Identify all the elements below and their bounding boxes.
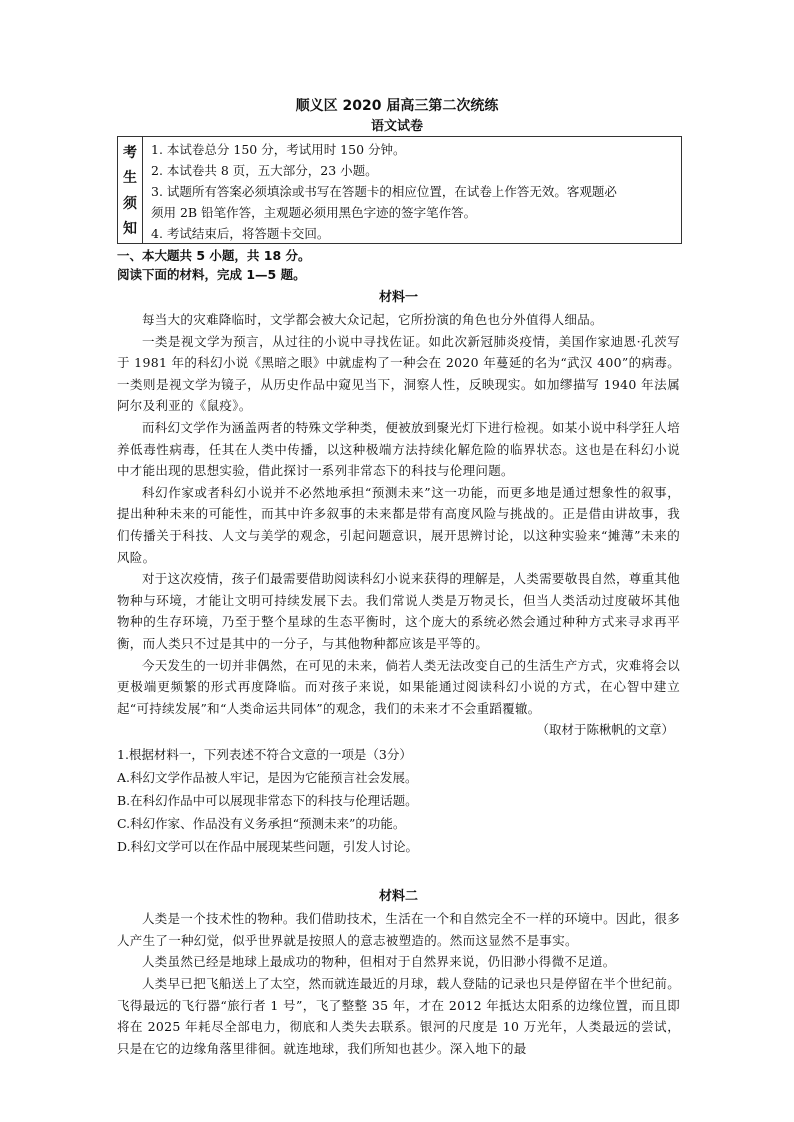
notice-label-char: 生 [123,170,137,187]
section-instruction: 阅读下面的材料，完成 1—5 题。 [117,267,306,282]
exam-subtitle: 语文试卷 [370,119,423,134]
material1-paragraph: 一类是视文学为预言，从过往的小说中寻找佐证。如此次新冠肺炎疫情，美国作家迪恩·孔茨写于 1981 年的科幻小说《黑暗之眼》中就虚构了一种会在 2020 年蔓延的名为“武汉 400”的病毒。一类则是视文学为镜子，从历史作品中窥见当下，洞察人性，反映现实。如加缪描写 1940 年法属阿尔及利亚的《鼠疫》。 [117,333,680,414]
section-heading: 一、本大题共 5 小题，共 18 分。 [117,248,311,263]
material1-paragraph: 今天发生的一切并非偶然，在可见的未来，倘若人类无法改变自己的生活生产方式，灾难将会以更极端更频繁的形式再度降临。而对孩子来说，如果能通过阅读科幻小说的方式，在心智中建立起“可持续发展”和“人类命运共同体”的观念，我们的未来才不会重蹈覆辙。 [117,657,680,716]
material2-paragraph: 人类虽然已经是地球上最成功的物种，但相对于自然界来说，仍旧渺小得微不足道。 [142,954,616,970]
question-option-b: B.在科幻作品中可以展现非常态下的科技与伦理话题。 [117,793,418,809]
notice-item: 2. 本试卷共 8 页，五大部分，23 小题。 [151,163,378,178]
spacer [117,858,680,884]
material2-paragraph: 人类是一个技术性的物种。我们借助技术，生活在一个和自然完全不一样的环境中。因此，很多人产生了一种幻觉，似乎世界就是按照人的意志被塑造的。然而这显然不是事实。 [117,911,680,948]
question-stem: 1.根据材料一，下列表述不符合文意的一项是（3分） [117,747,412,763]
material2-title: 材料二 [378,889,418,905]
notice-item: 3. 试题所有答案必须填涂或书写在答题卡的相应位置，在试卷上作答无效。客观题必 [151,184,617,199]
notice-item: 4. 考试结束后，将答题卡交回。 [151,226,330,241]
material2-paragraph: 人类早已把飞船送上了太空，然而就连最近的月球，载人登陆的记录也只是停留在半个世纪前。飞得最远的飞行器“旅行者 1 号”，飞了整整 35 年，才在 2012 年抵达太阳系的边缘位置，而且即将在 2025 年耗尽全部电力，彻底和人类失去联系。银河的尺度是 10 万光年，人类最远的尝试，只是在它的边缘角落里徘徊。就连地球，我们所知也甚少。深入地下的最 [117,976,680,1056]
notice-label-char: 知 [123,221,137,238]
header [0,96,794,136]
material1-paragraph: 每当大的灾难降临时，文学都会被大众记起，它所扮演的角色也分外值得人细品。 [142,312,603,327]
material1-paragraph: 科幻作家或者科幻小说并不必然地承担“预测未来”这一功能，而更多地是通过想象性的叙事，提出种种未来的可能性，而其中许多叙事的未来都是带有高度风险与挑战的。正是借由讲故事，我们传播关于科技、人文与美学的观念，引起问题意识，展开思辨讨论，以这种实验来“摊薄”未来的风险。 [117,484,680,565]
material1-source: （取材于陈楸帆的文章） [536,722,674,738]
exam-content [117,246,680,1059]
question-option-d: D.科幻文学可以在作品中展现某些问题，引发人讨论。 [117,839,419,855]
notice-label-char: 须 [123,195,137,212]
notice-label-char: 考 [123,144,137,161]
notice-item: 须用 2B 铅笔作答，主观题必须用黑色字迹的签字笔作答。 [151,205,477,220]
material1-paragraph: 而科幻文学作为涵盖两者的特殊文学种类，便被放到聚光灯下进行检视。如某小说中科学狂人培养低毒性病毒，任其在人类中传播，以这种极端方法持续化解危险的临界状态。这也是在科幻小说中才能出现的思想实验，借此探讨一系列非常态下的科技与伦理问题。 [117,419,680,479]
notice-label [118,137,143,243]
material1-paragraph: 对于这次疫情，孩子们最需要借助阅读科幻小说来获得的理解是，人类需要敬畏自然，尊重其他物种与环境，才能让文明可持续发展下去。我们常说人类是万物灵长，但当人类活动过度破坏其他物种的生存环境，乃至于整个星球的生态平衡时，这个庞大的系统必然会通过种种方式来寻求再平衡，而人类只不过是其中的一分子，与其他物种都应该是平等的。 [117,571,680,651]
exam-title: 顺义区 2020 届高三第二次统练 [295,98,499,114]
question-option-a: A.科幻文学作品被人牢记，是因为它能预言社会发展。 [117,770,418,786]
notice-item: 1. 本试卷总分 150 分，考试用时 150 分钟。 [151,142,406,157]
notice-items [143,137,681,243]
question-option-c: C.科幻作家、作品没有义务承担“预测未来”的功能。 [117,816,406,832]
candidate-notice-box [117,136,682,244]
material1-title: 材料一 [378,290,418,305]
